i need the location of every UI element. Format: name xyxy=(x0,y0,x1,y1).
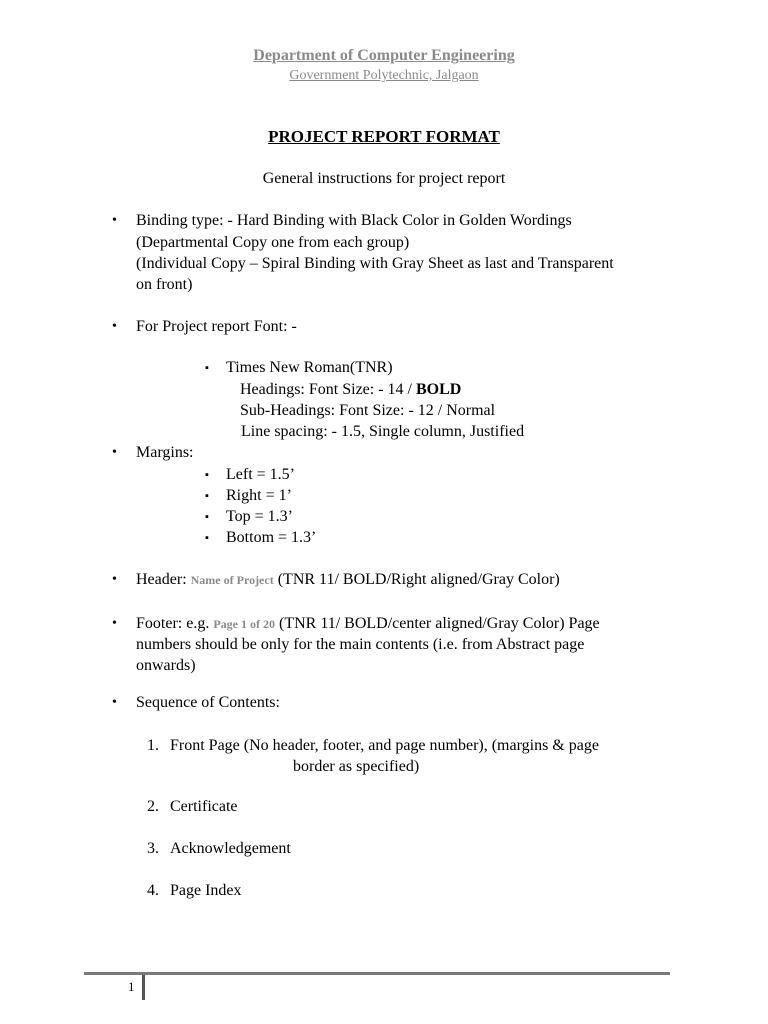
list-item: Page Index xyxy=(170,882,242,899)
list-item-number: 4. xyxy=(147,882,159,899)
list-item-number: 3. xyxy=(147,840,159,857)
font-subheadings: Sub-Headings: Font Size: - 12 / Normal xyxy=(240,402,496,419)
margin-left: Left = 1.5’ xyxy=(226,466,295,483)
footer-format-line-3: onwards) xyxy=(136,657,196,674)
list-item-continued: border as specified) xyxy=(293,758,420,775)
bullet-icon: • xyxy=(112,319,117,334)
margin-top: Top = 1.3’ xyxy=(226,508,294,525)
header-sample: Name of Project xyxy=(190,573,274,587)
square-bullet-icon: ▪ xyxy=(205,469,209,481)
binding-line-4: on front) xyxy=(136,276,193,293)
square-bullet-icon: ▪ xyxy=(205,511,209,523)
binding-line-2: (Departmental Copy one from each group) xyxy=(136,234,410,251)
footer-sample: Page 1 of 20 xyxy=(213,617,275,631)
page-subtitle: General instructions for project report xyxy=(262,170,506,187)
list-item: Front Page (No header, footer, and page number), (margins & page xyxy=(170,737,599,754)
font-line-spacing: Line spacing: - 1.5, Single column, Justified xyxy=(241,423,525,440)
margins-label: Margins: xyxy=(136,444,194,461)
square-bullet-icon: ▪ xyxy=(205,532,209,544)
margin-right: Right = 1’ xyxy=(226,487,292,504)
footer-format-line-1: Footer: e.g. Page 1 of 20 (TNR 11/ BOLD/center aligned/Gray Color) Page xyxy=(136,615,600,632)
font-label: For Project report Font: - xyxy=(136,318,297,335)
list-item-number: 1. xyxy=(147,737,159,754)
bullet-icon: • xyxy=(112,572,117,587)
bullet-icon: • xyxy=(112,445,117,460)
list-item-number: 2. xyxy=(147,798,159,815)
footer-format-line-2: numbers should be only for the main contents (i.e. from Abstract page xyxy=(136,636,585,653)
margin-bottom: Bottom = 1.3’ xyxy=(226,529,317,546)
list-item: Certificate xyxy=(170,798,238,815)
bullet-icon: • xyxy=(112,213,117,228)
bullet-icon: • xyxy=(112,695,117,710)
footer-divider xyxy=(84,972,670,975)
footer-page-bar xyxy=(142,975,145,1000)
list-item: Acknowledgement xyxy=(170,840,291,857)
institute-name: Government Polytechnic, Jalgaon xyxy=(289,68,479,83)
square-bullet-icon: ▪ xyxy=(205,490,209,502)
department-heading: Department of Computer Engineering xyxy=(253,47,515,64)
square-bullet-icon: ▪ xyxy=(205,362,209,374)
binding-line-3: (Individual Copy – Spiral Binding with Gray Sheet as last and Transparent xyxy=(136,255,614,272)
font-headings-bold: BOLD xyxy=(415,381,462,398)
binding-line-1: Binding type: - Hard Binding with Black Color in Golden Wordings xyxy=(136,212,572,229)
font-name: Times New Roman(TNR) xyxy=(226,359,393,376)
font-headings: Headings: Font Size: - 14 / BOLD xyxy=(240,381,462,398)
bullet-icon: • xyxy=(112,616,117,631)
page-title: PROJECT REPORT FORMAT xyxy=(268,127,500,146)
page-number: 1 xyxy=(128,979,135,994)
sequence-label: Sequence of Contents: xyxy=(136,694,280,711)
header-format-line: Header: Name of Project (TNR 11/ BOLD/Right aligned/Gray Color) xyxy=(136,571,560,588)
